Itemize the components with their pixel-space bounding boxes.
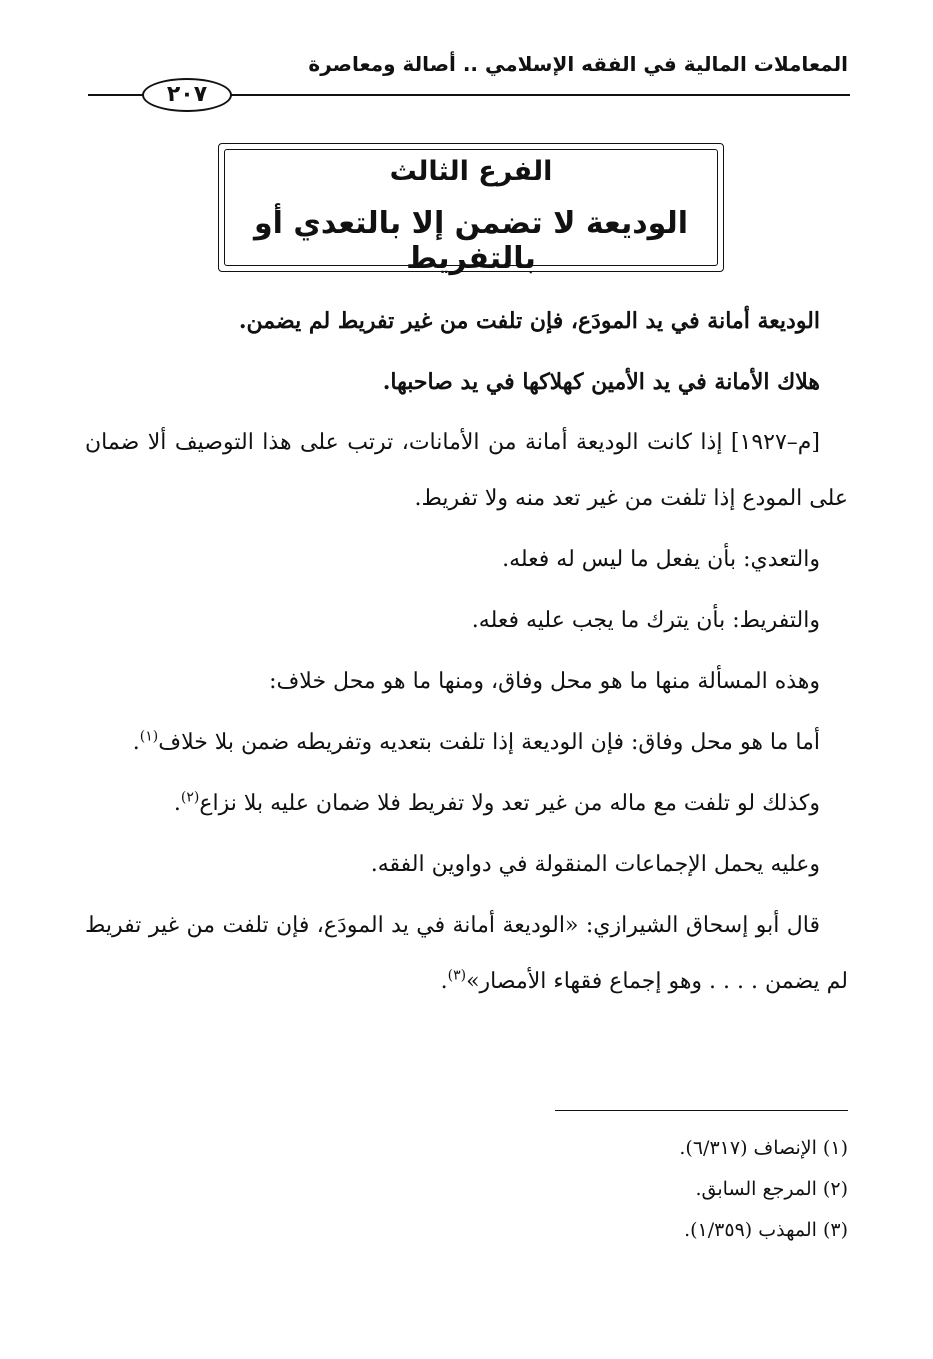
paragraph-text: أما ما هو محل وفاق: فإن الوديعة إذا تلفت بتعديه وتفريطه ضمن بلا خلاف — [158, 730, 820, 755]
footnote-ref: (٢) — [180, 789, 200, 806]
paragraph — [85, 776, 848, 832]
footnote-ref: (١) — [139, 728, 159, 745]
paragraph: والتفريط: بأن يترك ما يجب عليه فعله. — [471, 608, 820, 633]
running-title: المعاملات المالية في الفقه الإسلامي .. أصالة ومعاصرة — [308, 52, 848, 76]
period: . — [173, 791, 181, 816]
footnote-separator — [555, 1110, 848, 1111]
paragraph-text: وكذلك لو تلفت مع ماله من غير تعد ولا تفريط فلا ضمان عليه بلا نزاع — [199, 791, 820, 816]
period: . — [132, 730, 140, 755]
paragraph: وهذه المسألة منها ما هو محل وفاق، ومنها ما هو محل خلاف: — [269, 669, 820, 694]
body-text — [85, 293, 848, 1015]
footnote: (٢) المرجع السابق. — [695, 1178, 848, 1200]
footnote-ref: (٣) — [447, 967, 467, 984]
paragraph: والتعدي: بأن يفعل ما ليس له فعله. — [502, 547, 820, 572]
section-title-frame — [218, 143, 724, 276]
footnote: (١) الإنصاف (٦/٣١٧). — [679, 1137, 848, 1159]
footnote: (٣) المهذب (١/٣٥٩). — [684, 1219, 848, 1241]
period: . — [440, 969, 448, 994]
section-title: الوديعة لا تضمن إلا بالتعدي أو بالتفريط — [254, 206, 688, 276]
paragraph: [م–١٩٢٧] إذا كانت الوديعة أمانة من الأمانات، ترتب على هذا التوصيف ألا ضمان على المودع إذا تلفت من غير تعد منه ولا تفريط. — [85, 430, 848, 511]
paragraph-text: قال أبو إسحاق الشيرازي: «الوديعة أمانة في يد المودَع، فإن تلفت من غير تفريط لم يضمن . . . . وهو إجماع فقهاء الأمصار» — [85, 913, 848, 994]
maxim-statement: هلاك الأمانة في يد الأمين كهلاكها في يد صاحبها. — [382, 369, 820, 395]
paragraph: وعليه يحمل الإجماعات المنقولة في دواوين الفقه. — [370, 852, 820, 877]
paragraph — [85, 715, 848, 771]
page-number: ٢٠٧ — [142, 78, 232, 112]
rule-statement: الوديعة أمانة في يد المودَع، فإن تلفت من غير تفريط لم يضمن. — [238, 308, 820, 334]
paragraph — [85, 898, 848, 1010]
footnotes — [85, 1128, 848, 1251]
branch-heading: الفرع الثالث — [389, 156, 553, 187]
